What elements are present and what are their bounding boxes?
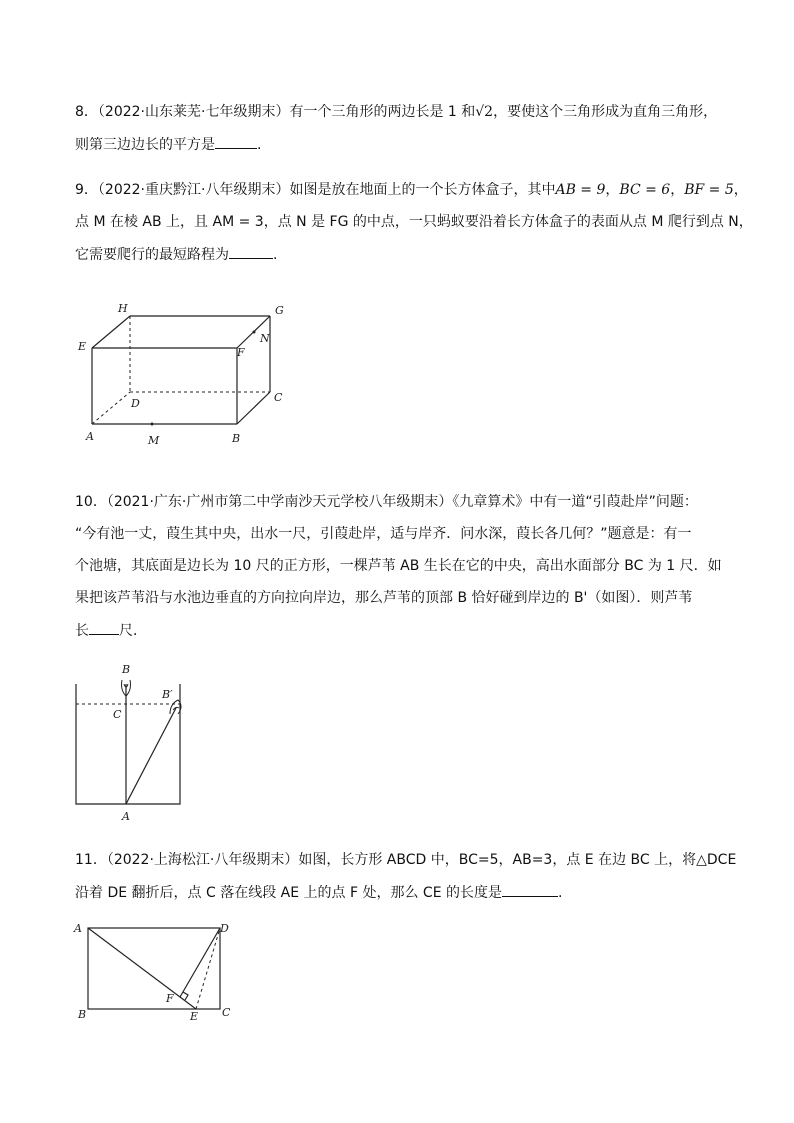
q10-label-b-prime: B′ — [162, 688, 173, 701]
q8-end: . — [257, 137, 262, 153]
q9-sep3: ， — [733, 182, 748, 198]
q10-text-4: 果把该芦苇沿与水池边垂直的方向拉向岸边，那么芦苇的顶部 B 恰好碰到岸边的 B'（如图）．则芦苇 — [75, 590, 693, 606]
q10-text-1: 《九章算术》中有一道“引葭赴岸”问题： — [452, 494, 698, 510]
q10-number: 10． — [75, 494, 107, 510]
q10-line2 — [75, 524, 692, 544]
q11-label-f: F — [166, 992, 174, 1005]
q9-line1 — [75, 180, 748, 200]
q10-line5 — [75, 620, 147, 641]
q11-label-c: C — [222, 1006, 231, 1019]
q10-text-2: “今有池一丈，葭生其中央，出水一尺，引葭赴岸，适与岸齐．问水深，葭长各几何？”题意是：有一 — [75, 526, 692, 542]
q9-ab: AB = 9 — [555, 182, 606, 198]
q9-label-a: A — [86, 430, 94, 443]
q10-text-5b: 尺． — [119, 623, 147, 639]
q11-answer-blank[interactable] — [502, 882, 558, 897]
q9-sep1: ， — [605, 182, 620, 198]
q11-source: （2022·上海松江·八年级期末） — [106, 852, 299, 868]
q11-label-e: E — [190, 1010, 199, 1023]
q9-text-3: 它需要爬行的最短路程为 — [75, 247, 229, 263]
q10-label-b: B — [122, 663, 131, 676]
q9-label-c: C — [274, 391, 283, 404]
q10-text-5a: 长 — [75, 623, 89, 639]
q11-label-d: D — [220, 922, 229, 935]
q11-rectangle-figure — [70, 918, 240, 1028]
q8-sqrt2: √2 — [475, 104, 494, 120]
q8-text-1: 有一个三角形的两边长是 1 和 — [289, 104, 476, 120]
q11-text-2: 沿着 DE 翻折后，点 C 落在线段 AE 上的点 F 处，那么 CE 的长度是 — [75, 885, 502, 901]
q9-end: . — [273, 247, 278, 263]
q11-line2 — [75, 882, 562, 903]
q11-number: 11． — [75, 852, 107, 868]
q9-source: （2022·重庆黔江·八年级期末） — [97, 182, 290, 198]
q8-text-2: ，要使这个三角形成为直角三角形， — [493, 104, 718, 120]
q11-line1 — [75, 850, 736, 870]
q9-label-d: D — [131, 397, 140, 410]
q10-label-c: C — [113, 708, 122, 721]
q9-bc: BC = 6 — [619, 182, 671, 198]
q10-answer-blank[interactable] — [89, 620, 119, 635]
q9-label-n: N — [260, 332, 270, 345]
q9-cuboid-figure — [70, 300, 290, 450]
q9-bf: BF = 5 — [684, 182, 734, 198]
q9-number: 9． — [75, 182, 98, 198]
q9-line3 — [75, 244, 277, 265]
q9-text-1: 如图是放在地面上的一个长方体盒子，其中 — [289, 182, 556, 198]
q9-label-b: B — [232, 432, 241, 445]
q10-pond-figure — [70, 660, 210, 830]
q8-line1 — [75, 102, 717, 122]
q11-text-1: 如图，长方形 ABCD 中，BC=5，AB=3，点 E 在边 BC 上，将△DCE — [298, 852, 737, 868]
q10-source: （2021·广东·广州市第二中学南沙天元学校八年级期末） — [106, 494, 453, 510]
q10-text-3: 个池塘，其底面是边长为 10 尺的正方形，一棵芦苇 AB 生长在它的中央，高出水面部分 BC 为 1 尺．如 — [75, 558, 722, 574]
q9-sep2: ， — [670, 182, 685, 198]
q8-text-3: 则第三边边长的平方是 — [75, 137, 215, 153]
q9-label-e: E — [78, 340, 87, 353]
q9-label-f: F — [237, 346, 245, 359]
q11-end: . — [558, 885, 563, 901]
q8-answer-blank[interactable] — [215, 134, 257, 149]
q9-text-2: 点 M 在棱 AB 上，且 AM = 3，点 N 是 FG 的中点，一只蚂蚁要沿着长方体盒子的表面从点 M 爬行到点 N， — [75, 214, 753, 230]
q8-line2 — [75, 134, 261, 155]
q8-source: （2022·山东莱芜·七年级期末） — [97, 104, 290, 120]
q11-label-a: A — [74, 922, 82, 935]
q10-label-a: A — [122, 810, 130, 823]
q9-label-h: H — [118, 302, 128, 315]
q8-number: 8． — [75, 104, 98, 120]
q10-line3 — [75, 556, 722, 576]
q9-label-m: M — [148, 434, 160, 447]
q10-line1 — [75, 492, 698, 512]
q11-label-b: B — [78, 1008, 87, 1021]
q9-answer-blank[interactable] — [229, 244, 273, 259]
q10-line4 — [75, 588, 692, 608]
q9-label-g: G — [275, 304, 284, 317]
q9-line2 — [75, 212, 753, 232]
